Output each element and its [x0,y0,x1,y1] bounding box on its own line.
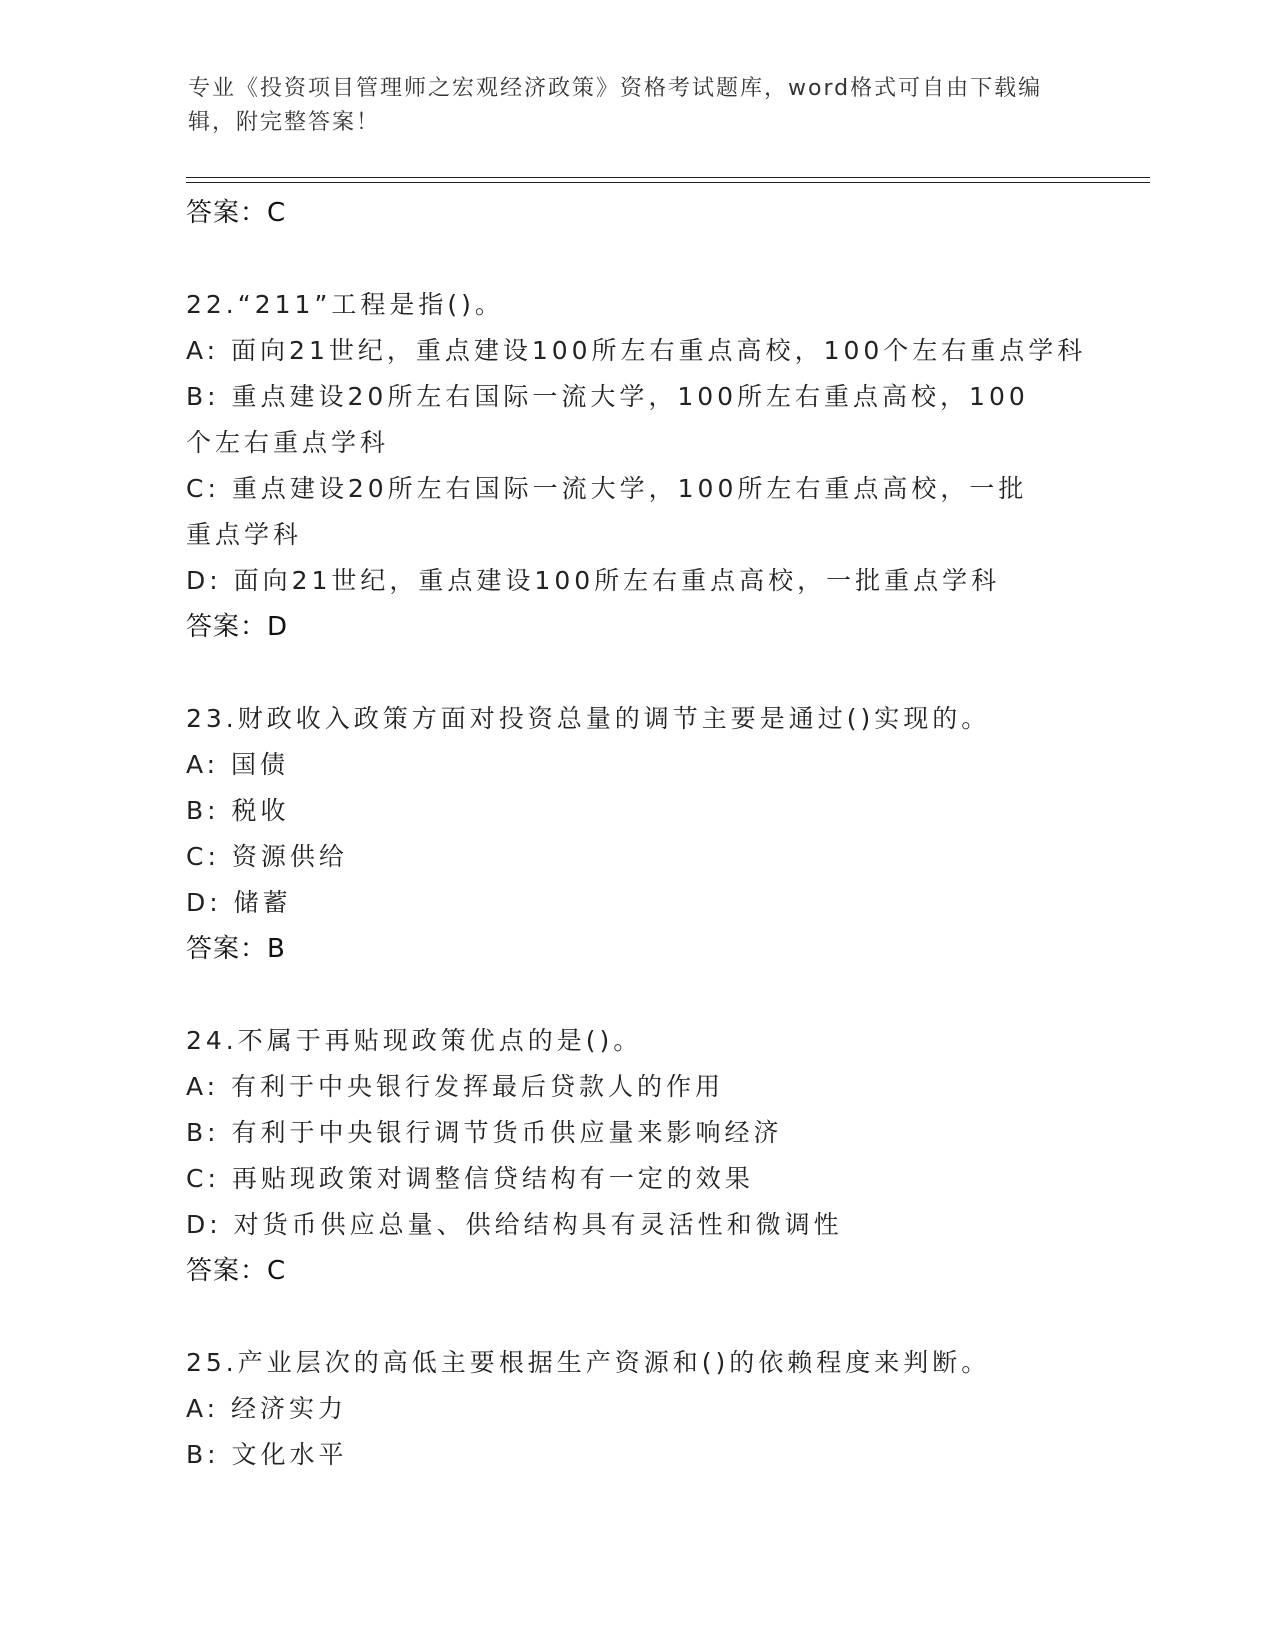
option-d: D: 储蓄 [186,888,292,917]
option-c: C: 重点建设20所左右国际一流大学，100所左右重点高校，一批重点学科 [186,474,1028,549]
question-stem: 24.不属于再贴现政策优点的是()。 [186,1026,643,1055]
question-25 [186,1340,1086,1478]
question-23 [186,696,1086,972]
header-divider [186,177,1150,183]
option-a: A: 经济实力 [186,1394,348,1423]
option-b: B: 税收 [186,796,290,825]
option-a: A: 面向21世纪，重点建设100所左右重点高校，100个左右重点学科 [186,336,1087,365]
option-c: C: 再贴现政策对调整信贷结构有一定的效果 [186,1164,754,1193]
option-a: A: 有利于中央银行发挥最后贷款人的作用 [186,1072,725,1101]
option-a: A: 国债 [186,750,290,779]
question-24 [186,1018,1086,1294]
option-c: C: 资源供给 [186,842,348,871]
answer-line: 答案：C [186,198,287,228]
option-b: B: 重点建设20所左右国际一流大学，100所左右重点高校，100个左右重点学科 [186,382,1029,457]
option-d: D: 对货币供应总量、供给结构具有灵活性和微调性 [186,1210,843,1239]
document-header: 专业《投资项目管理师之宏观经济政策》资格考试题库，word格式可自由下载编辑，附完整答案！ [188,76,1043,135]
answer-line: 答案：B [186,934,286,964]
question-22 [186,282,1086,650]
option-b: B: 文化水平 [186,1440,348,1469]
option-b: B: 有利于中央银行调节货币供应量来影响经济 [186,1118,783,1147]
answer-line: 答案：C [186,1256,287,1286]
option-d: D: 面向21世纪，重点建设100所左右重点高校，一批重点学科 [186,566,1001,595]
question-stem: 22.“211”工程是指()。 [186,290,504,319]
question-list [186,190,1086,1478]
answer-line: 答案：D [186,612,289,642]
question-stem: 23.财政收入政策方面对投资总量的调节主要是通过()实现的。 [186,704,991,733]
question-stem: 25.产业层次的高低主要根据生产资源和()的依赖程度来判断。 [186,1348,991,1377]
